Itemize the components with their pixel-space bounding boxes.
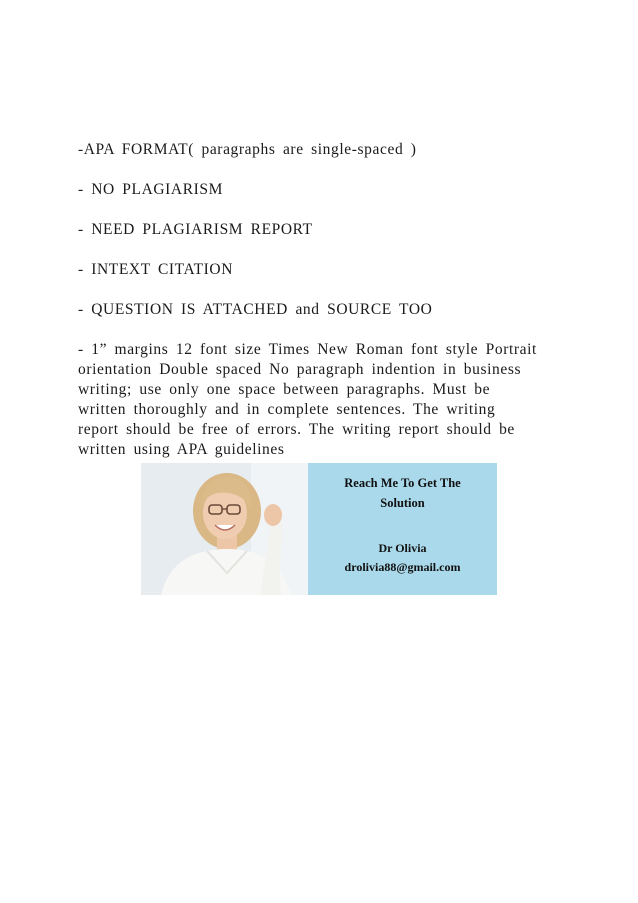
paragraph-line: report should be free of errors. The writing report should be [78, 421, 515, 438]
banner-headline [308, 473, 497, 513]
banner-headline-line-2: Solution [380, 496, 425, 510]
contact-banner [141, 463, 497, 595]
tutor-photo [141, 463, 308, 595]
requirement-apa-format: -APA FORMAT( paragraphs are single-spaced ) [78, 141, 417, 158]
requirement-question-attached: - QUESTION IS ATTACHED and SOURCE TOO [78, 301, 433, 318]
paragraph-line: writing; use only one space between paragraphs. Must be [78, 381, 491, 398]
paragraph-line: written thoroughly and in complete sentences. The writing [78, 401, 496, 418]
paragraph-line: orientation Double spaced No paragraph indention in business [78, 361, 522, 378]
paragraph-line: - 1” margins 12 font size Times New Roman font style Portrait [78, 341, 537, 358]
paragraph-line: written using APA guidelines [78, 441, 285, 458]
tutor-portrait-image [141, 463, 308, 595]
requirement-no-plagiarism: - NO PLAGIARISM [78, 181, 224, 198]
requirement-plagiarism-report: - NEED PLAGIARISM REPORT [78, 221, 313, 238]
requirement-intext-citation: - INTEXT CITATION [78, 261, 234, 278]
contact-name: Dr Olivia [378, 541, 427, 555]
contact-email: drolivia88@gmail.com [344, 560, 461, 574]
banner-headline-line-1: Reach Me To Get The [344, 476, 461, 490]
formatting-paragraph [78, 340, 548, 460]
contact-panel [308, 463, 497, 595]
document-body [78, 140, 548, 460]
